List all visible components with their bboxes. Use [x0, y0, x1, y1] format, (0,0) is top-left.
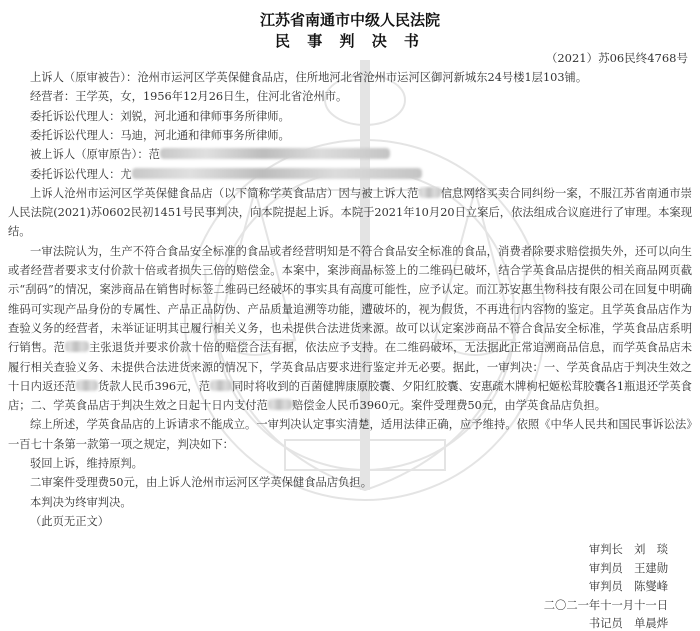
text-line — [8, 340, 692, 356]
text-line — [30, 186, 692, 202]
text-segment: （此页无正文） — [30, 514, 110, 528]
court-name: 江苏省南通市中级人民法院 — [259, 11, 440, 29]
redacted-text — [419, 187, 441, 198]
text-line — [8, 379, 692, 395]
redacted-text — [132, 168, 422, 179]
text-line — [30, 495, 132, 511]
text-line — [30, 456, 143, 472]
signature-line — [544, 597, 668, 613]
text-line — [30, 109, 290, 125]
text-segment: 行销售。范 — [8, 341, 65, 355]
text-segment: 十日内返还范 — [8, 379, 76, 393]
text-line — [8, 360, 692, 376]
text-segment: 驳回上诉，维持原判。 — [30, 457, 143, 470]
redacted-text — [76, 380, 98, 391]
text-segment: 一审法院认为，生产不符合食品安全标准的食品或者经营明知是不符合食品安全标准的食品，消费者除要求赔偿损失外，还可以向生 — [30, 244, 692, 258]
text-segment: 赔偿金人民币3960元。案件受理费50元，由学英食品店负担。 — [291, 399, 607, 413]
signature-line — [589, 541, 668, 557]
text-line — [8, 282, 692, 298]
text-line — [30, 514, 109, 530]
signature-name: 二〇二一年十一月十一日 — [543, 598, 668, 612]
text-segment: 委托诉讼代理人：刘锐，河北通和律师事务所律师。 — [30, 109, 290, 123]
text-segment: 示“刮码”的情况，案涉商品在销售时标签二维码已经破坏的事实具有高度可能性，应予认定。而江苏安惠生物科技有限公司在回复中明确 — [8, 283, 692, 297]
text-segment: 一百七十条第一款第一项之规定，判决如下： — [8, 437, 234, 451]
text-segment: 综上所述，学英食品店的上诉请求不能成立。一审判决认定事实清楚，适用法律正确，应予维持。依照《中华人民共和国民事诉讼法》 — [30, 418, 692, 432]
text-line — [30, 417, 692, 433]
text-segment: 被上诉人（原审原告）：范 — [30, 148, 160, 162]
text-segment: 信息网络买卖合同纠纷一案，不服江苏省南通市崇 — [440, 186, 692, 200]
signature-name: 刘 琰 — [634, 543, 668, 556]
text-segment: 委托诉讼代理人：尤 — [30, 167, 132, 181]
text-segment: 人民法院(2021)苏0602民初1451号民事判决，向本院提起上诉。本院于2021年10月20日立案后，依法组成合议庭进行了审理。本案现 — [8, 206, 692, 220]
signature-role: 书记员 — [588, 617, 635, 631]
text-line — [8, 398, 606, 414]
redacted-text — [160, 148, 390, 159]
text-line — [30, 70, 587, 86]
signature-line — [589, 560, 668, 576]
text-line — [8, 437, 234, 453]
signature-role: 审判长 — [588, 543, 635, 556]
text-segment: 上诉人沧州市运河区学英保健食品店（以下简称学英食品店）因与被上诉人范 — [30, 186, 419, 200]
text-segment: 货款人民币396元，范 — [97, 379, 211, 393]
redacted-text — [268, 399, 292, 410]
text-line — [8, 302, 692, 318]
text-segment: 经营者：王学英，女，1956年12月26日生，住河北省沧州市。 — [30, 90, 348, 104]
text-segment: 维码可实现产品身份的专属性、产品正品防伪、产品质量追溯等功能，遭破坏的，视为假货，不再进行内容物的鉴定。且学英食品店作为 — [8, 302, 692, 316]
document-type: 民 事 判 决 书 — [275, 32, 425, 50]
text-segment: 同时将收到的百菌健脾康原胶囊、夕阳红胶囊、安惠疏木牌枸杞姬松茸胶囊各1瓶退还学英食 — [232, 379, 692, 393]
text-segment: 主张退货并要求价款十倍的赔偿合法有据，依法应予支持。在二维码破坏，无法据此正常追溯商品信息，而学英食品店未 — [88, 341, 692, 355]
text-line — [30, 147, 390, 163]
case-number: （2021）苏06民终4768号 — [545, 51, 688, 65]
text-line — [8, 224, 31, 240]
text-line — [30, 128, 290, 144]
text-segment: 委托诉讼代理人：马迪，河北通和律师事务所律师。 — [30, 128, 290, 142]
text-line — [30, 89, 347, 105]
signature-line — [589, 578, 668, 594]
text-segment: 二审案件受理费50元，由上诉人沧州市运河区学英保健食品店负担。 — [30, 476, 372, 490]
text-segment: 查验义务的经营者，未举证证明其已履行相关义务，也未提供合法进货来源。故可以认定案涉商品不符合食品安全标准，学英食品店系明 — [8, 321, 692, 335]
signature-line — [589, 615, 668, 631]
signature-name: 王建勋 — [634, 561, 668, 575]
text-line — [8, 263, 692, 279]
text-segment: 或者经营者要求支付价款十倍或者损失三倍的赔偿金。本案中，案涉商品标签上的二维码已破坏，结合学英食品店提供的相关商品网页截 — [8, 264, 692, 277]
text-line — [30, 475, 372, 491]
text-segment: 本判决为终审判决。 — [30, 495, 132, 509]
signature-name: 单晨烨 — [634, 617, 668, 631]
redacted-text — [210, 380, 232, 391]
text-segment: 履行相关查验义务、未提供合法进货来源的情况下，学英食品店要求进行鉴定并无必要。据此，一审判决：一、学英食品店于判决生效之 — [8, 360, 692, 374]
text-line — [8, 321, 692, 337]
signature-role: 审判员 — [588, 561, 635, 575]
text-line — [30, 244, 692, 260]
signature-name: 陈燮峰 — [634, 580, 668, 594]
text-line — [8, 205, 692, 221]
signature-role: 审判员 — [588, 580, 635, 594]
text-segment: 结。 — [8, 225, 31, 239]
text-line — [30, 167, 422, 183]
text-segment: 上诉人（原审被告）：沧州市运河区学英保健食品店，住所地河北省沧州市运河区御河新城东24号楼1层103铺。 — [30, 71, 588, 84]
redacted-text — [65, 341, 89, 352]
text-segment: 店；二、学英食品店于判决生效之日起十日内支付范 — [8, 399, 268, 413]
